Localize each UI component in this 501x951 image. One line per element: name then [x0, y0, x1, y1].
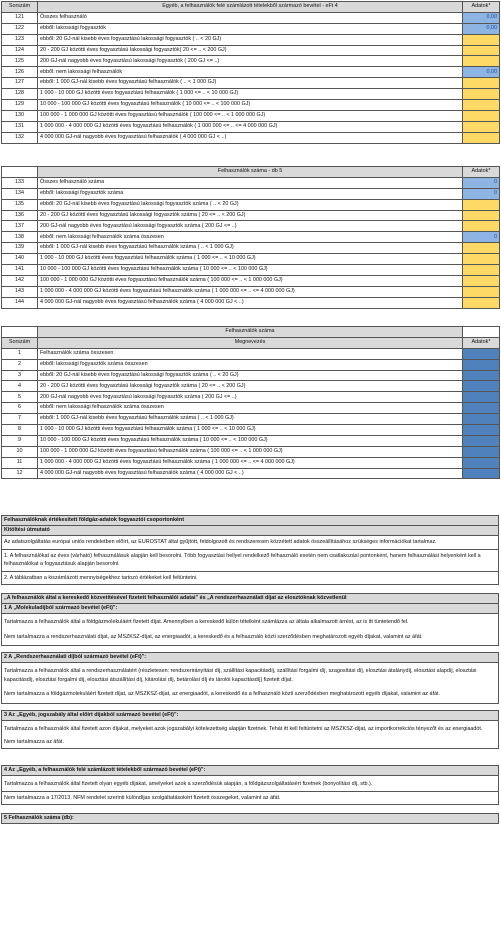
row-number: 6 [2, 403, 38, 414]
data-cell[interactable] [463, 110, 500, 121]
table-row [2, 221, 500, 232]
table-header-row [2, 167, 500, 178]
row-number: 135 [2, 199, 38, 210]
table-row [2, 254, 500, 265]
row-label: 4 000 000 GJ-nál nagyobb éves fogyasztású felhasználók ( 4 000 000 GJ < ..) [38, 132, 463, 143]
row-number: 141 [2, 265, 38, 276]
table-row [2, 425, 500, 436]
section-2-paragraph: Tartalmazza a felhasználók által a rendszerhasználatért (részletesen: rendszerirányítási díj, szállítási kapacitásdíj, szállítási forgalmi díj, szagosítási díj, elosztási átalánydíj, elosztási alapdíj, elosztási kapacitásdíj, elosztási forgalmi díj, elosztási átszállítási díj, kitárolási díj, betárolási díj és tárolói kapacitásdíj) fizetett díjat. [1, 663, 499, 686]
row-number: 12 [2, 468, 38, 479]
section-2-paragraph: Nem tartalmazza a földgázmolekuláért fizetett díjat, az MSZKSZ-díjat, az energiaadót, a kereskedő és a felhasználó közti szerződésben meghatározott egyéb díjakat, valamint az áfát. [1, 686, 499, 704]
row-number: 5 [2, 392, 38, 403]
data-cell[interactable] [463, 414, 500, 425]
table-title-row [2, 327, 500, 338]
col-header-number: Sorszám [2, 337, 38, 348]
data-cell[interactable] [463, 45, 500, 56]
instructions-paragraph: Az adatszolgáltatás európai uniós rendeletben előírt, az EUROSTAT által gyűjtött, feldolgozott és rendszeresen közzétett adatok összeállításához szükséges információkat tartalmaz. [1, 536, 499, 549]
row-label: 100 000 - 1 000 000 GJ közötti éves fogyasztású felhasználók száma ( 100 000 <= .. < 1 000 000 GJ) [38, 275, 463, 286]
row-label: ebből: 20 GJ-nál kisebb éves fogyasztású lakossági fogyasztók száma ( .. < 20 GJ) [38, 199, 463, 210]
row-label: 1 000 000 - 4 000 000 GJ közötti éves fogyasztású felhasználók ( 1 000 000 <= .. <= 4 000 000 GJ) [38, 121, 463, 132]
table-row [2, 199, 500, 210]
table-row [2, 12, 500, 23]
section-1-paragraph: Tartalmazza a felhasználók által a földgázmolekuláért fizetett díjat. Amennyiben a kereskedő külön tételként számlázza az általa alkalmazott árrést, az is itt tüntetendő fel. [1, 614, 499, 629]
section-3-paragraph: Nem tartalmazza az áfát. [1, 736, 499, 750]
data-cell[interactable] [463, 468, 500, 479]
row-label: 4 000 000 GJ-nál nagyobb éves fogyasztású felhasználók száma ( 4 000 000 GJ < ..) [38, 297, 463, 308]
row-number: 8 [2, 425, 38, 436]
data-cell[interactable] [463, 56, 500, 67]
data-cell[interactable] [463, 89, 500, 100]
row-number: 137 [2, 221, 38, 232]
data-cell[interactable] [463, 221, 500, 232]
table-row [2, 468, 500, 479]
table-row [2, 78, 500, 89]
table-row [2, 177, 500, 188]
table-row [2, 414, 500, 425]
instructions-block [1, 515, 499, 585]
table-row [2, 265, 500, 276]
row-label: 1 000 - 10 000 GJ közötti éves fogyasztású felhasználók száma ( 1 000 <= .. < 10 000 GJ) [38, 425, 463, 436]
data-cell[interactable]: 0,00 [463, 23, 500, 34]
row-label: 10 000 - 100 000 GJ közötti éves fogyasztású felhasználók száma ( 10 000 <= .. < 100 000 GJ) [38, 435, 463, 446]
instructions-subtitle: Kitöltési útmutató [1, 526, 499, 536]
row-label: Összes felhasználó [38, 12, 463, 23]
row-label: 20 - 200 GJ közötti éves fogyasztású lakossági fogyasztók( 20 <= .. < 200 GJ) [38, 45, 463, 56]
table-row [2, 89, 500, 100]
table-row [2, 121, 500, 132]
table-row [2, 381, 500, 392]
data-cell[interactable] [463, 275, 500, 286]
row-number: 126 [2, 67, 38, 78]
row-number: 1 [2, 348, 38, 359]
data-cell[interactable]: 0 [463, 232, 500, 243]
section-2-title: 2 A „Rendszerhasználati díjból származó bevétel (eFt)": [1, 652, 499, 663]
row-label: Összes felhasználó száma [38, 177, 463, 188]
row-label: 10 000 - 100 000 GJ közötti éves fogyasztású felhasználók ( 10 000 <= .. < 100 000 GJ) [38, 100, 463, 111]
row-label: ebből: 1 000 GJ-nál kisebb éves fogyasztású felhasználók száma ( .. < 1 000 GJ) [38, 243, 463, 254]
section-5-title: 5 Felhasználók száma (db): [1, 813, 499, 824]
row-label: ebből: nem lakossági felhasználók száma összesen [38, 403, 463, 414]
row-label: 100 000 - 1 000 000 GJ közötti éves fogyasztású felhasználók ( 100 000 <= .. < 1 000 000 GJ) [38, 110, 463, 121]
table-title: Egyéb, a felhasználók felé számlázott tételekből származó bevétel - eFt 4 [38, 2, 463, 13]
section-4-title: 4 Az „Egyéb, a felhasználók felé számlázott tételekből származó bevétel (eFt)": [1, 765, 499, 776]
table-row [2, 100, 500, 111]
row-number: 121 [2, 12, 38, 23]
row-label: ebből: 20 GJ-nál kisebb éves fogyasztású lakossági fogyasztók száma ( .. < 20 GJ) [38, 370, 463, 381]
table-row [2, 446, 500, 457]
section-3-title: 3 Az „Egyéb, jogszabály által előírt díjakból származó bevétel (eFt)": [1, 710, 499, 721]
col-header-number: Sorszám [2, 2, 38, 13]
data-cell[interactable] [463, 457, 500, 468]
row-number: 131 [2, 121, 38, 132]
row-number: 136 [2, 210, 38, 221]
customer-summary-table [1, 326, 500, 479]
table-row [2, 23, 500, 34]
row-number: 4 [2, 381, 38, 392]
table-row [2, 188, 500, 199]
table-row [2, 45, 500, 56]
data-cell[interactable] [463, 78, 500, 89]
instructions-paragraph: 1. A felhasználókat az éves (várható) felhasználásuk alapján kell besorolni. Több fogyasztási hellyel rendelkező felhasználó esetén nem csatlakozási pontonként, hanem felhasználási helyenként kell a felhasználókat a fogyasztásuk alapján besorolni. [1, 549, 499, 571]
row-number: 132 [2, 132, 38, 143]
table-row [2, 56, 500, 67]
revenue-table [1, 1, 500, 144]
row-number: 140 [2, 254, 38, 265]
data-cell[interactable] [463, 370, 500, 381]
row-label: ebből: lakossági fogyasztók száma [38, 188, 463, 199]
data-cell[interactable] [463, 297, 500, 308]
table-header-row [2, 337, 500, 348]
table-row [2, 132, 500, 143]
table-row [2, 403, 500, 414]
row-label: 200 GJ-nál nagyobb éves fogyasztású lakossági fogyasztók ( 200 GJ <= ..) [38, 56, 463, 67]
row-number: 144 [2, 297, 38, 308]
row-number: 7 [2, 414, 38, 425]
row-label: ebből: lakossági fogyasztók [38, 23, 463, 34]
definitions-block [1, 593, 499, 824]
instructions-title: Felhasználóknak értékesített földgáz-adatok fogyasztói csoportonként [1, 515, 499, 526]
table-row [2, 67, 500, 78]
row-number: 127 [2, 78, 38, 89]
row-label: 20 - 200 GJ közötti éves fogyasztású lakossági fogyasztók száma ( 20 <= .. < 200 GJ) [38, 210, 463, 221]
data-cell[interactable] [463, 359, 500, 370]
row-label: 200 GJ-nál nagyobb éves fogyasztású lakossági fogyasztók száma ( 200 GJ <= ..) [38, 221, 463, 232]
data-cell[interactable] [463, 392, 500, 403]
row-label: 100 000 - 1 000 000 GJ közötti éves fogyasztású felhasználók száma ( 100 000 <= .. < 1 000 000 GJ) [38, 446, 463, 457]
row-label: ebből: lakossági fogyasztók száma összesen [38, 359, 463, 370]
table-row [2, 232, 500, 243]
table-row [2, 34, 500, 45]
col-header-data: Adatok* [463, 337, 500, 348]
row-number: 125 [2, 56, 38, 67]
section-3-paragraph: Tartalmazza a felhasználók által fizetett azon díjakat, melyeket azok jogszabályi kötelezettség alapján fizetnek. Tehát itt kell feltüntetni az MSZKSZ-díjat, az importkorrekciós tényezőt és az energiaadót. [1, 721, 499, 736]
section-4-paragraph: Tartalmazza a felhasználók által fizetett olyan egyéb díjakat, amelyeket azok a szerződésük alapján, a földgázszolgáltatásért fizetnek (bonyolítási díj, stb.). [1, 776, 499, 791]
data-cell[interactable] [463, 435, 500, 446]
data-cell[interactable] [463, 348, 500, 359]
table-row [2, 359, 500, 370]
data-cell[interactable] [463, 199, 500, 210]
row-number: 122 [2, 23, 38, 34]
row-number: 128 [2, 89, 38, 100]
data-cell[interactable] [463, 210, 500, 221]
data-cell[interactable] [463, 132, 500, 143]
row-label: ebből: nem lakossági felhasználók száma összesen [38, 232, 463, 243]
row-number: 10 [2, 446, 38, 457]
table-row [2, 210, 500, 221]
data-cell[interactable] [463, 446, 500, 457]
table-row [2, 435, 500, 446]
data-cell[interactable] [463, 381, 500, 392]
row-number: 143 [2, 286, 38, 297]
row-number: 138 [2, 232, 38, 243]
table-row [2, 297, 500, 308]
table-row [2, 243, 500, 254]
row-label: 1 000 - 10 000 GJ közötti éves fogyasztású felhasználók ( 1 000 <= .. < 10 000 GJ) [38, 89, 463, 100]
section-1-title: 1 A „Molekuladíjból származó bevétel (eFt)": [1, 604, 499, 614]
row-label: 1 000 - 10 000 GJ közötti éves fogyasztású felhasználók száma ( 1 000 <= .. < 10 000 GJ) [38, 254, 463, 265]
data-cell[interactable] [463, 403, 500, 414]
table-title: Felhasználók száma - db 5 [38, 167, 463, 178]
row-label: Felhasználók száma összesen [38, 348, 463, 359]
definitions-title: „A felhasználók által a kereskedő közvetítésével fizetett felhasználói adatai" és „A rendszerhasználati díjat az elosztóknak közvetlenül [1, 593, 499, 604]
col-header-data: Adatok* [463, 2, 500, 13]
data-cell[interactable] [463, 425, 500, 436]
table-row [2, 286, 500, 297]
table-header-row [2, 2, 500, 13]
data-cell[interactable] [463, 286, 500, 297]
data-cell[interactable] [463, 121, 500, 132]
row-label: 200 GJ-nál nagyobb éves fogyasztású lakossági fogyasztók száma ( 200 GJ <= ..) [38, 392, 463, 403]
table-row [2, 348, 500, 359]
row-label: 10 000 - 100 000 GJ közötti éves fogyasztású felhasználók száma ( 10 000 <= .. < 100 000 GJ) [38, 265, 463, 276]
row-label: ebből: nem lakossági felhasználók [38, 67, 463, 78]
table-row [2, 275, 500, 286]
row-number: 3 [2, 370, 38, 381]
data-cell[interactable] [463, 100, 500, 111]
data-cell[interactable] [463, 265, 500, 276]
row-number: 124 [2, 45, 38, 56]
table-row [2, 370, 500, 381]
row-label: 1 000 000 - 4 000 000 GJ közötti éves fogyasztású felhasználók száma ( 1 000 000 <= .. <= 4 000 000 GJ) [38, 286, 463, 297]
data-cell[interactable] [463, 254, 500, 265]
data-cell[interactable] [463, 243, 500, 254]
row-label: ebből: 20 GJ-nál kisebb éves fogyasztású lakossági fogyasztók ( .. < 20 GJ) [38, 34, 463, 45]
row-number: 2 [2, 359, 38, 370]
instructions-paragraph: 2. A táblázatban a kiszámlázott mennyiségekhez tartozó értékeket kell feltüntetni. [1, 571, 499, 586]
row-number: 11 [2, 457, 38, 468]
col-header-data: Adatok* [463, 167, 500, 178]
row-label: ebből: 1 000 GJ-nál kisebb éves fogyasztású felhasználók ( .. < 1 000 GJ) [38, 78, 463, 89]
row-label: 20 - 200 GJ közötti éves fogyasztású lakossági fogyasztók száma ( 20 <= .. < 200 GJ) [38, 381, 463, 392]
row-number: 142 [2, 275, 38, 286]
table-row [2, 392, 500, 403]
customer-count-table [1, 166, 500, 309]
col-header-name: Megnevezés [38, 337, 463, 348]
table-title: Felhasználók száma [38, 327, 463, 338]
data-cell[interactable]: 0,00 [463, 67, 500, 78]
section-4-paragraph: Nem tartalmazza a 17/2013. NFM rendelet szerinti különdíjas szolgáltatásokért fizetett összegeket, valamint az áfát. [1, 791, 499, 806]
row-number: 130 [2, 110, 38, 121]
row-number: 129 [2, 100, 38, 111]
data-cell[interactable]: 0 [463, 188, 500, 199]
row-number: 123 [2, 34, 38, 45]
row-number: 134 [2, 188, 38, 199]
section-1-paragraph: Nem tartalmazza a rendszerhasználati díjat, az MSZKSZ-díjat, az energiaadót, a kereskedő és a felhasználó közti szerződésben meghatározott egyéb díjakat, valamint az áfát. [1, 629, 499, 647]
row-number: 139 [2, 243, 38, 254]
table-row [2, 110, 500, 121]
data-cell[interactable]: 0 [463, 177, 500, 188]
table-row [2, 457, 500, 468]
row-label: 1 000 000 - 4 000 000 GJ közötti éves fogyasztású felhasználók száma ( 1 000 000 <= .. <= 4 000 000 GJ) [38, 457, 463, 468]
data-cell[interactable] [463, 34, 500, 45]
row-label: ebből: 1 000 GJ-nál kisebb éves fogyasztású felhasználók száma ( .. < 1 000 GJ) [38, 414, 463, 425]
row-number: 9 [2, 435, 38, 446]
row-label: 4 000 000 GJ-nál nagyobb éves fogyasztású felhasználók száma ( 4 000 000 GJ < ..) [38, 468, 463, 479]
row-number: 133 [2, 177, 38, 188]
data-cell[interactable]: 0,00 [463, 12, 500, 23]
